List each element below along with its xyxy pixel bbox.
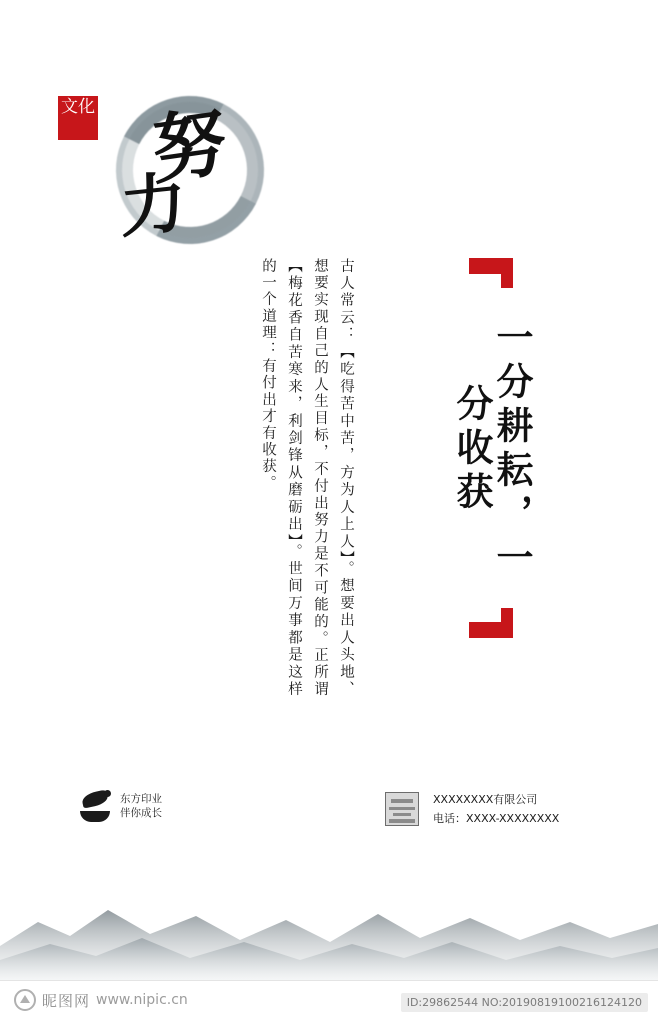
watermark-logo-group [14,989,188,1011]
footer-brand-line1: 东方印业 [120,793,162,805]
seal-stamp: 文化 [58,96,98,140]
footer-brand-left [78,790,162,822]
watermark-id-text: ID:29862544 NO:20190819100216124120 [401,993,648,1012]
bracket-bottom-icon [469,622,513,638]
footer-contact-right [385,790,559,828]
headline-block [450,258,534,658]
footer-brand-text [120,792,162,820]
company-phone: 电话：XXXX-XXXXXXXX [433,812,560,825]
bird-head-shape [104,790,111,797]
page-title: 一分耕耘，一分收获 [450,318,534,582]
bracket-top-icon [469,258,513,274]
brush-char-1: 努 [150,98,228,196]
mountain-silhouette [0,850,658,980]
bowl-shape [80,811,110,822]
nipic-logo-icon [14,989,36,1011]
watermark-brand-name: 昵图网 [42,991,91,1010]
qr-code-icon [385,792,419,826]
watermark-url: www.nipic.cn [96,992,188,1008]
company-name: XXXXXXXX有限公司 [433,793,538,806]
brush-char-2: 力 [118,162,188,248]
body-paragraph: 古人常云：【吃得苦中苦，方为人上人】。想要出人头地、想要实现自己的人生目标，不付出努力是不可能的。正所谓【梅花香自苦寒来，利剑锋从磨砺出】。世间万事都是这样的一个道理：有付出才有收获。 [260,258,354,698]
watermark-bar [0,980,658,1025]
footer-contact-text [433,790,559,828]
footer-brand-line2: 伴你成长 [120,807,162,819]
brush-circle-block [58,88,278,268]
brush-calligraphy-word [104,98,274,260]
bird-bowl-icon [78,790,112,822]
